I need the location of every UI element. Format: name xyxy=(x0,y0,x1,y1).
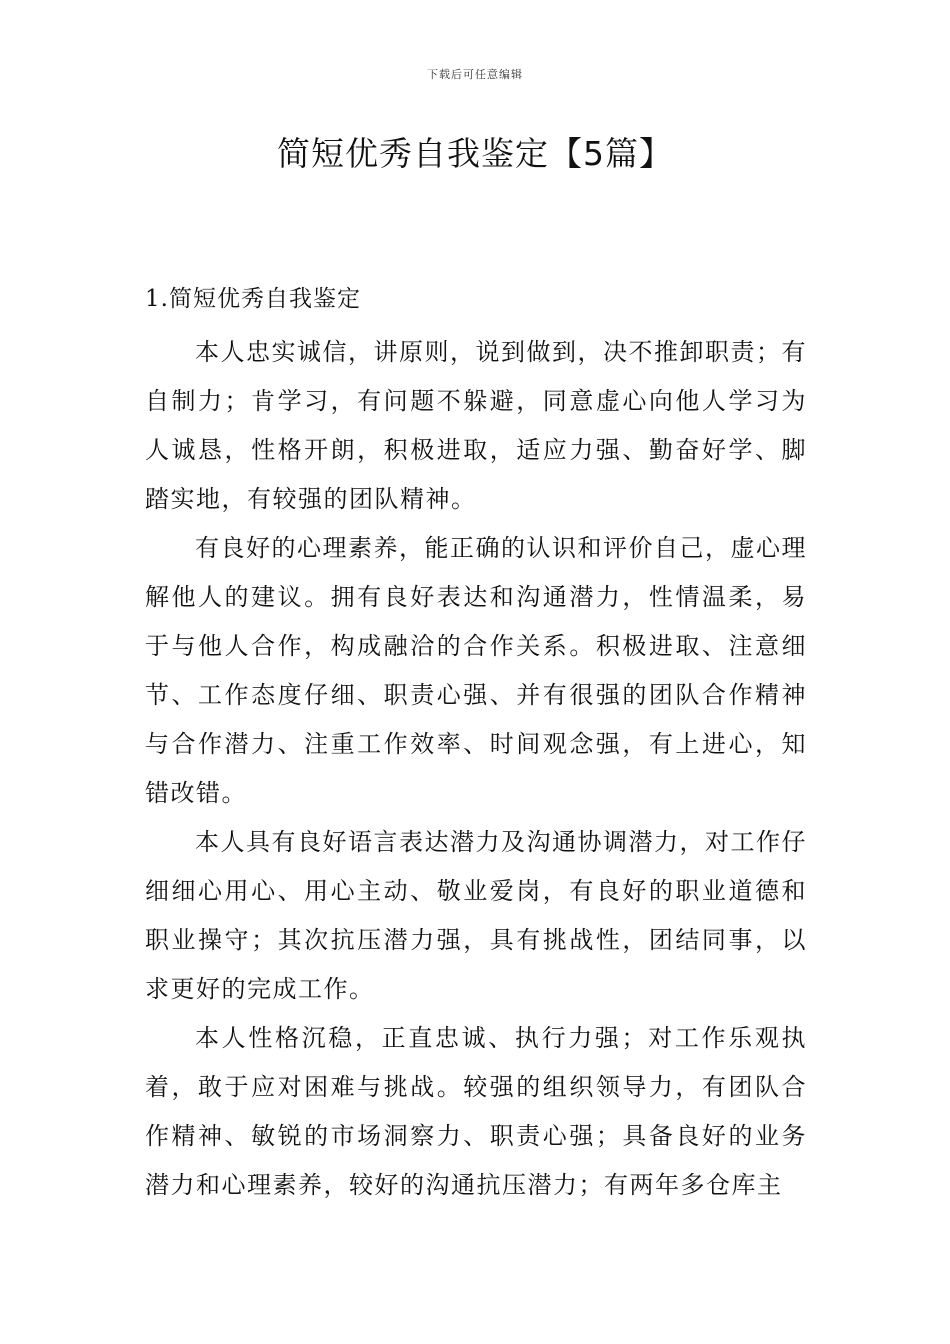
document-title: 简短优秀自我鉴定【5篇】 xyxy=(277,134,673,173)
paragraph-2: 有良好的心理素养，能正确的认识和评价自己，虚心理解他人的建议。拥有良好表达和沟通潜力，性情温柔，易于与他人合作，构成融洽的合作关系。积极进取、注意细节、工作态度仔细、职责心强、并有很强的团队合作精神与合作潜力、注重工作效率、时间观念强，有上进心，知错改错。 xyxy=(145,534,807,807)
document-body xyxy=(145,280,807,1210)
paragraph-1: 本人忠实诚信，讲原则，说到做到，决不推卸职责；有自制力；肯学习，有问题不躲避，同意虚心向他人学习为人诚恳，性格开朗，积极进取，适应力强、勤奋好学、脚踏实地，有较强的团队精神。 xyxy=(145,338,807,513)
header-note: 下载后可任意编辑 xyxy=(427,68,523,81)
section-heading: 1.简短优秀自我鉴定 xyxy=(145,286,361,312)
paragraph-4: 本人性格沉稳，正直忠诚、执行力强；对工作乐观执着，敢于应对困难与挑战。较强的组织领导力，有团队合作精神、敏锐的市场洞察力、职责心强；具备良好的业务潜力和心理素养，较好的沟通抗压潜力；有两年多仓库主 xyxy=(145,1024,807,1199)
paragraph-3: 本人具有良好语言表达潜力及沟通协调潜力，对工作仔细细心用心、用心主动、敬业爱岗，有良好的职业道德和职业操守；其次抗压潜力强，具有挑战性，团结同事，以求更好的完成工作。 xyxy=(145,828,807,1003)
